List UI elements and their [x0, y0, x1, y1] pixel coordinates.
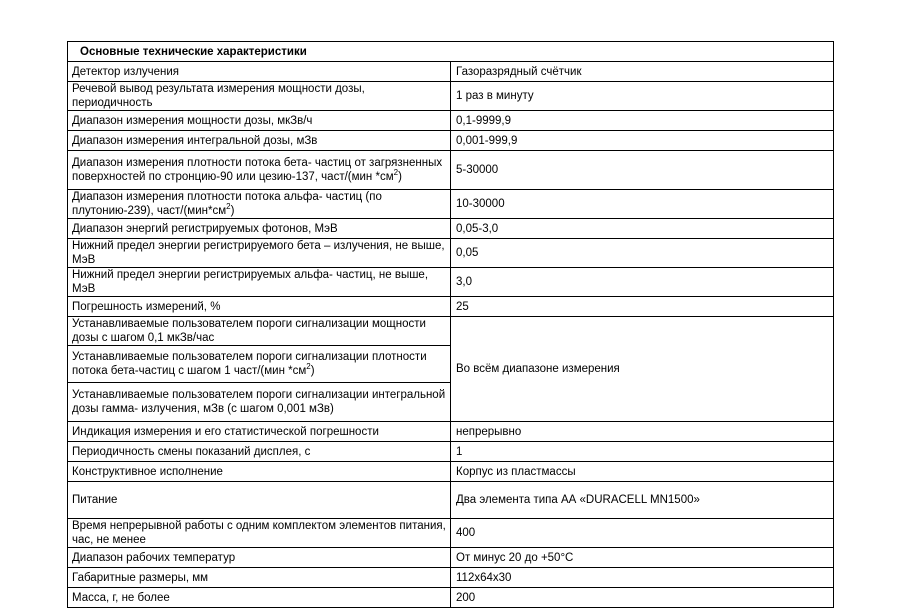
table-row: [68, 317, 834, 346]
param-cell: Время непрерывной работы с одним комплектом элементов питания, час, не менее: [68, 519, 451, 548]
table-row: [68, 82, 834, 111]
value-cell: 112х64х30: [451, 568, 834, 588]
param-cell: Диапазон рабочих температур: [68, 548, 451, 568]
param-cell: Устанавливаемые пользователем пороги сигнализации плотности потока бета-частиц с шагом 1 част/(мин $*см^2$): [68, 346, 451, 383]
value-cell: 400: [451, 519, 834, 548]
table-row: [68, 442, 834, 462]
value-cell-merged: Во всём диапазоне измерения: [451, 317, 834, 422]
value-cell: 1 раз в минуту: [451, 82, 834, 111]
table-row: [68, 422, 834, 442]
value-cell: 10-30000: [451, 190, 834, 219]
table-row: [68, 190, 834, 219]
param-cell: Питание: [68, 482, 451, 519]
param-cell: Конструктивное исполнение: [68, 462, 451, 482]
table-row: [68, 62, 834, 82]
table-row: [68, 268, 834, 297]
param-cell: Диапазон измерения интегральной дозы, мЗв: [68, 131, 451, 151]
param-cell: Индикация измерения и его статистической погрешности: [68, 422, 451, 442]
spec-table: [67, 41, 834, 608]
param-cell: Масса, г, не более: [68, 588, 451, 608]
param-cell: Диапазон измерения мощности дозы, мкЗв/ч: [68, 111, 451, 131]
table-row: [68, 568, 834, 588]
table-row: [68, 111, 834, 131]
value-cell: От минус 20 до +50°С: [451, 548, 834, 568]
value-cell: 3,0: [451, 268, 834, 297]
value-cell: 0,001-999,9: [451, 131, 834, 151]
table-title: Основные технические характеристики: [68, 42, 834, 62]
param-cell: Погрешность измерений, %: [68, 297, 451, 317]
value-cell: 200: [451, 588, 834, 608]
table-row: [68, 588, 834, 608]
value-cell: 25: [451, 297, 834, 317]
param-cell: Диапазон измерения плотности потока бета- частиц от загрязненных поверхностей по стронцию-90 или цезию-137, част/(мин $*см^2$): [68, 151, 451, 190]
param-cell: Речевой вывод результата измерения мощности дозы, периодичность: [68, 82, 451, 111]
table-row: [68, 239, 834, 268]
table-row: [68, 519, 834, 548]
table-title-row: [68, 42, 834, 62]
value-cell: непрерывно: [451, 422, 834, 442]
param-cell: Габаритные размеры, мм: [68, 568, 451, 588]
value-cell: 0,1-9999,9: [451, 111, 834, 131]
table-row: [68, 151, 834, 190]
param-cell: Детектор излучения: [68, 62, 451, 82]
param-cell: Нижний предел энергии регистрируемого бета – излучения, не выше, МэВ: [68, 239, 451, 268]
param-cell: Диапазон измерения плотности потока альфа- частиц (по плутонию-239), част/$(мин*см^2)$: [68, 190, 451, 219]
table-row: [68, 297, 834, 317]
value-cell: Два элемента типа АА «DURACELL MN1500»: [451, 482, 834, 519]
table-row: [68, 482, 834, 519]
table-row: [68, 131, 834, 151]
value-cell: 1: [451, 442, 834, 462]
value-cell: 5-30000: [451, 151, 834, 190]
table-row: [68, 462, 834, 482]
param-cell: Нижний предел энергии регистрируемых альфа- частиц, не выше, МэВ: [68, 268, 451, 297]
value-cell: Газоразрядный счётчик: [451, 62, 834, 82]
param-cell: Устанавливаемые пользователем пороги сигнализации интегральной дозы гамма- излучения, мЗв (с шагом 0,001 мЗв): [68, 383, 451, 422]
value-cell: 0,05: [451, 239, 834, 268]
value-cell: Корпус из пластмассы: [451, 462, 834, 482]
table-row: [68, 219, 834, 239]
value-cell: 0,05-3,0: [451, 219, 834, 239]
param-cell: Диапазон энергий регистрируемых фотонов, МэВ: [68, 219, 451, 239]
param-cell: Устанавливаемые пользователем пороги сигнализации мощности дозы с шагом 0,1 мкЗв/час: [68, 317, 451, 346]
table-row: [68, 548, 834, 568]
param-cell: Периодичность смены показаний дисплея, с: [68, 442, 451, 462]
